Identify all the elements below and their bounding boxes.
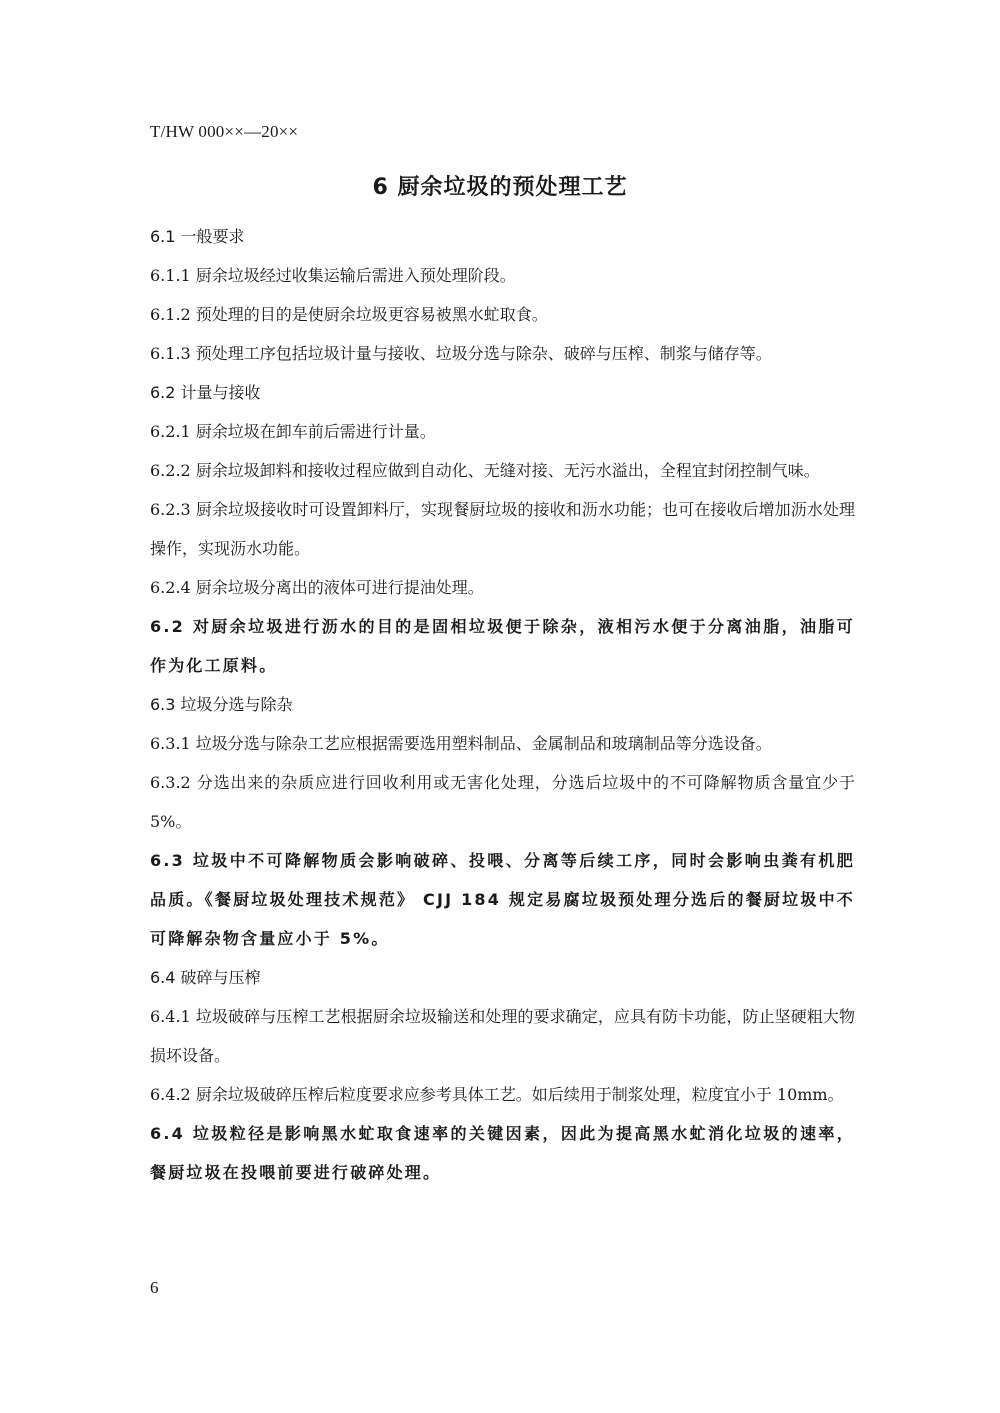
clause-6-2-1: 6.2.1 厨余垃圾在卸车前后需进行计量。: [150, 422, 436, 441]
clause-6-1-2: 6.1.2 预处理的目的是使厨余垃圾更容易被黑水虻取食。: [150, 305, 548, 324]
clause-6-2-2: 6.2.2 厨余垃圾卸料和接收过程应做到自动化、无缝对接、无污水溢出，全程宜封闭控制气味。: [150, 461, 820, 480]
clause-6-3-1: 6.3.1 垃圾分选与除杂工艺应根据需要选用塑料制品、金属制品和玻璃制品等分选设备。: [150, 734, 772, 753]
clause-6-2-3: 6.2.3 厨余垃圾接收时可设置卸料厅，实现餐厨垃圾的接收和沥水功能；也可在接收后增加沥水处理操作，实现沥水功能。: [150, 500, 855, 558]
section-heading-6-1: 6.1 一般要求: [150, 227, 245, 246]
explanatory-note-6-4: 6.4 垃圾粒径是影响黑水虻取食速率的关键因素，因此为提高黑水虻消化垃圾的速率，餐厨垃圾在投喂前要进行破碎处理。: [150, 1124, 855, 1182]
clause-6-1-3: 6.1.3 预处理工序包括垃圾计量与接收、垃圾分选与除杂、破碎与压榨、制浆与储存等。: [150, 344, 772, 363]
clause-6-2-4: 6.2.4 厨余垃圾分离出的液体可进行提油处理。: [150, 578, 484, 597]
document-body: [150, 217, 855, 1192]
chapter-title: 6 厨余垃圾的预处理工艺: [372, 175, 628, 200]
explanatory-note-6-2: 6.2 对厨余垃圾进行沥水的目的是固相垃圾便于除杂，液相污水便于分离油脂，油脂可作为化工原料。: [150, 617, 855, 675]
clause-6-4-1: 6.4.1 垃圾破碎与压榨工艺根据厨余垃圾输送和处理的要求确定，应具有防卡功能，防止坚硬粗大物损坏设备。: [150, 1007, 855, 1065]
section-heading-6-4: 6.4 破碎与压榨: [150, 968, 261, 987]
clause-6-4-2: 6.4.2 厨余垃圾破碎压榨后粒度要求应参考具体工艺。如后续用于制浆处理，粒度宜小于 10mm。: [150, 1085, 844, 1104]
explanatory-note-6-3: 6.3 垃圾中不可降解物质会影响破碎、投喂、分离等后续工序，同时会影响虫粪有机肥品质。《餐厨垃圾处理技术规范》 CJJ 184 规定易腐垃圾预处理分选后的餐厨垃圾中不可降解杂物含量应小于 5%。: [150, 851, 855, 948]
section-heading-6-3: 6.3 垃圾分选与除杂: [150, 695, 293, 714]
section-heading-6-2: 6.2 计量与接收: [150, 383, 261, 402]
clause-6-1-1: 6.1.1 厨余垃圾经过收集运输后需进入预处理阶段。: [150, 266, 516, 285]
standard-code: T/HW 000××—20××: [150, 122, 299, 141]
page-number: 6: [150, 1278, 159, 1297]
clause-6-3-2: 6.3.2 分选出来的杂质应进行回收利用或无害化处理，分选后垃圾中的不可降解物质含量宜少于 5%。: [150, 773, 855, 831]
